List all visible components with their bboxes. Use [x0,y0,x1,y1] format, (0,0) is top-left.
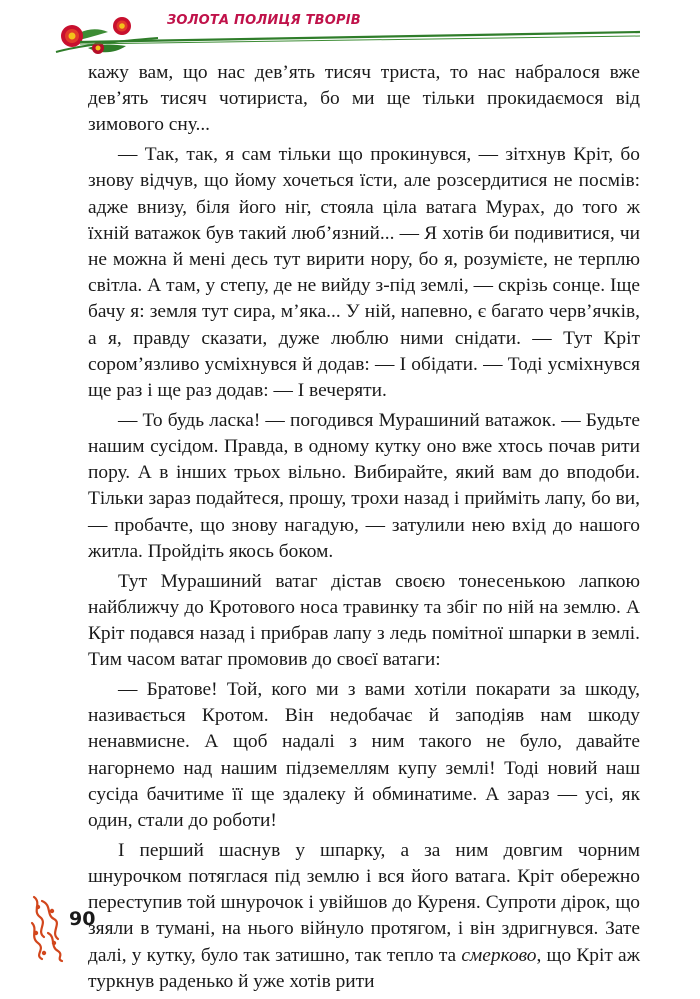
paragraph: Тут Мурашиний ватаг дістав своєю тонесенькою лапкою найближчу до Кротового носа травинку та збіг по ній на землю. А Кріт подався назад і прибрав лапу з ледь помітної шпарки в землі. Тим часом ватаг промовив до своєї ватаги: [88,570,640,671]
running-header [0,0,700,62]
paragraph: — Так, так, я сам тільки що прокинувся, — зітхнув Кріт, бо знову відчув, що йому хочеться їсти, але розсердитися не посмів: адже внизу, біля його ніг, стояла ціла ватага Мурах, до того ж їхній ватажок був такий люб’язний... — Я хотів би подивитися, чи не можна й мені десь тут вирити нору, бо я, розумієте, не терплю світла. А там, у степу, де не вийду з-під землі, — скрізь сонце. Іще бачу я: земля тут сира, м’яка... У ній, напевно, є багато черв’ячків, а я, правду сказати, дуже люблю ними снідати. — Тут Кріт сором’язливо усміхнувся й додав: — І обідати. — Тоді усміхнувся ще раз і ще раз додав: — І вечеряти. [88,144,640,402]
header-rule [80,28,640,48]
paragraph: — Братове! Той, кого ми з вами хотіли покарати за шкоду, називається Кротом. Він недобачає й заподіяв нам шкоду ненавмисне. А щоб надалі з ним такого не було, давайте нагорнемо над нашим підземеллям купу землі! Тоді новий наш сусіда бачитиме її ще здалеку й обминатиме. А зараз — усі, як один, стали до роботи! [88,679,640,832]
paragraph-tail: , що Кріт аж туркнув раденько й уже хотів рити [88,944,640,992]
corner-ornament-icon [28,893,68,963]
paragraph: кажу вам, що нас дев’ять тисяч триста, то нас набралося вже дев’ять тисяч чотириста, бо ми ще тільки прокидаємося від зимового сну... [88,62,640,136]
paragraph: — То будь ласка! — погодився Мурашиний ватажок. — Будьте нашим сусідом. Правда, в одному кутку оно вже хтось почав рити пору. А в інших трьох вільно. Вибирайте, який вам до вподоби. Тільки зараз подайтеся, прошу, трохи назад і прийміть лапу, бо ви, — пробачте, що знову нагадую, — затулили нею вхід до нашого житла. Пройдіть якось боком. [88,409,640,562]
paragraph-last [88,838,640,995]
italic-word: смерково [461,944,537,966]
paragraph-text: І перший шаснув у шпарку, а за ним довгим чорним шнурочком потяглася під землю і вся його ватага. Кріт обережно переступив той шнурочок і увійшов до Куреня. Супроти дірок, що зяяли в тумані, на нього війнуло протягом, і він здригнувся. Зате далі, у кутку, було так затишно, так тепло та [88,839,640,966]
page-number: 90 [69,908,96,930]
body-text [88,60,640,999]
header-title: ЗОЛОТА ПОЛИЦЯ ТВОРІВ [167,13,361,28]
